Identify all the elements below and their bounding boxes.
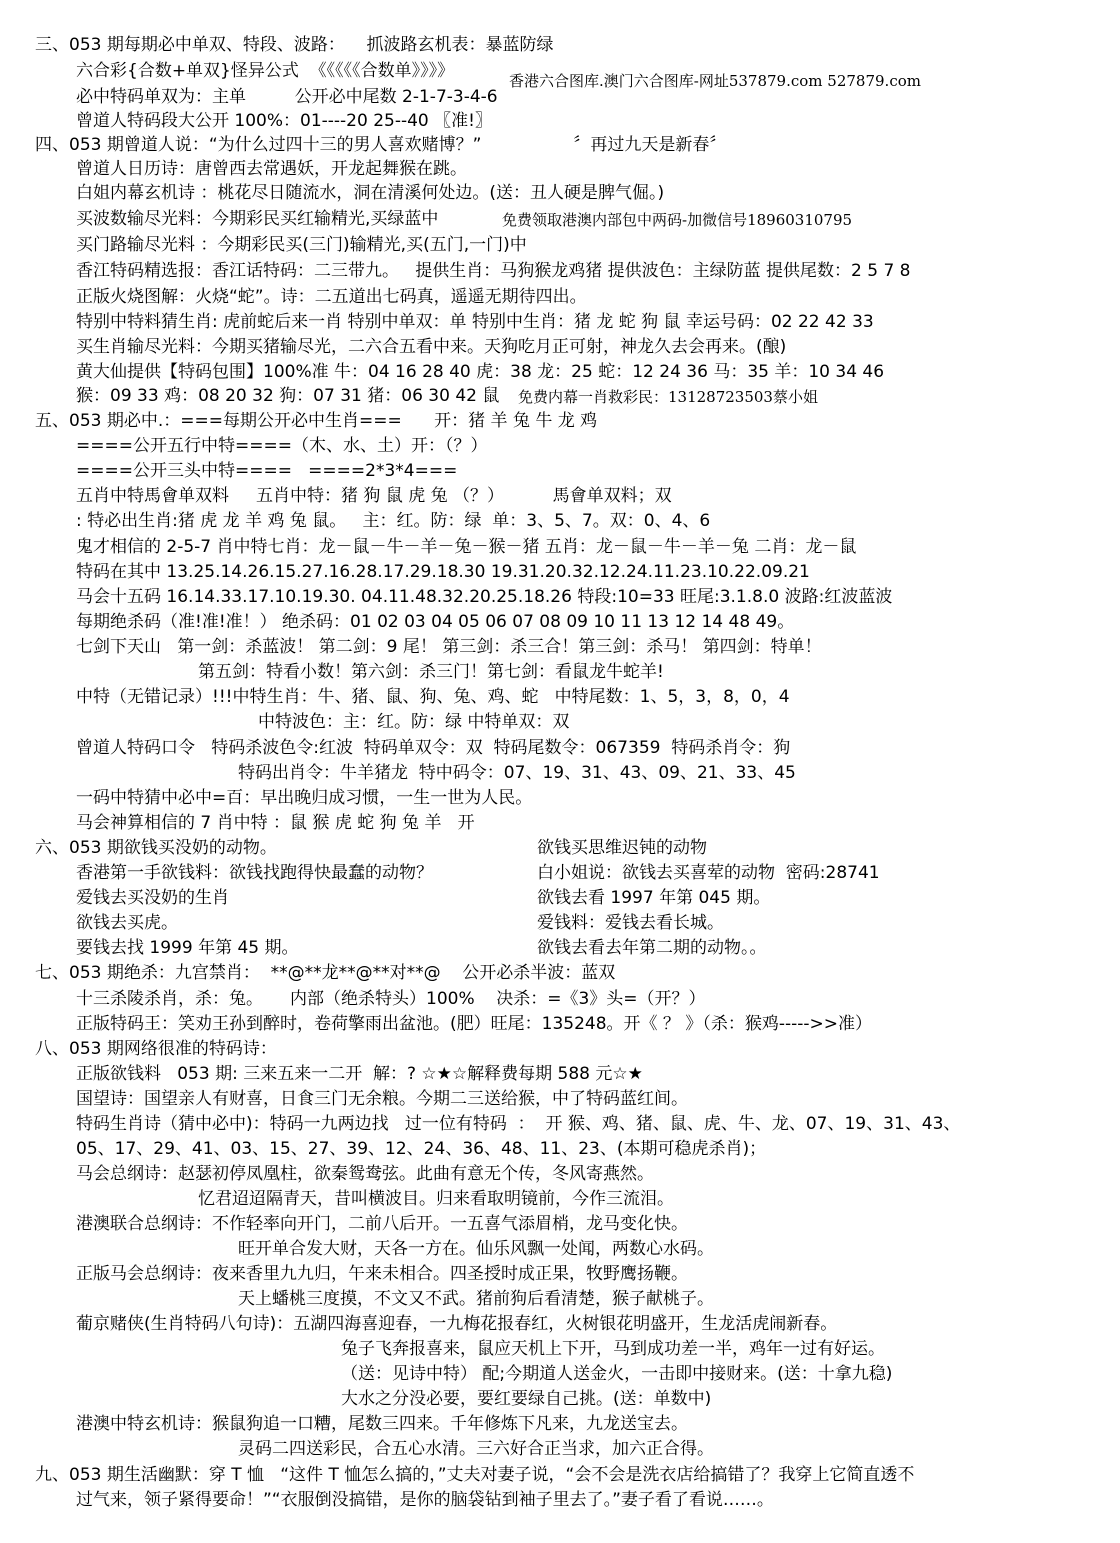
text-line: 特别中特料猜生肖: 虎前蛇后来一肖 特别中单双：单 特别中生肖：猪 龙 蛇 狗 鼠 幸运号码：02 22 42 33	[76, 312, 874, 332]
text-line: 曾道人特码段大公开 100%：01----20 25--40 〖准!〗	[76, 111, 492, 131]
text-line: 买门路输尽光料 ：今期彩民买(三门)输精光,买(五门,一门)中	[76, 235, 527, 255]
text-line: 中特波色：主：红。防：绿 中特单双：双	[258, 712, 570, 732]
text-line: 天上蟠桃三度摸，不文又不武。猪前狗后看清楚，猴子献桃子。	[238, 1289, 714, 1309]
text-line: 三、053 期每期必中单双、特段、波路： 抓波路玄机表：暴蓝防绿	[35, 35, 554, 55]
text-line: 马会十五码 16.14.33.17.10.19.30. 04.11.48.32.20.25.18.26 特段:10=33 旺尾:3.1.8.0 波路:红波蓝波	[76, 587, 893, 607]
text-line: 一码中特猜中必中=百：早出晚归成习惯，一生一世为人民。	[76, 788, 533, 808]
text-line: 国望诗：国望亲人有财喜，日食三门无余粮。今期二三送给猴，中了特码蓝红间。	[76, 1089, 688, 1109]
text-line: ====公开三头中特==== ====2*3*4===	[76, 461, 458, 481]
text-line: 旺开单合发大财，天各一方在。仙乐风飘一处闻，两数心水码。	[238, 1239, 714, 1259]
text-line: 爱钱料：爱钱去看长城。	[537, 913, 724, 933]
text-line: 正版火烧图解：火烧“蛇”。诗：二五道出七码真，遥遥无期待四出。	[76, 287, 587, 307]
text-line: 特码生肖诗（猜中必中)：特码一九两边找 过一位有特码 ： 开 猴、鸡、猪、鼠、虎、牛、龙、07、19、31、43、	[76, 1114, 961, 1134]
text-line: 第五剑：特看小数！第六剑：杀三门！第七剑：看鼠龙牛蛇羊!	[198, 662, 664, 682]
text-line: 爱钱去买没奶的生肖	[76, 888, 229, 908]
watermark-wechat: 免费领取港澳内部包中两码-加微信号18960310795	[502, 211, 853, 229]
watermark-phone: 免费内幕一肖救彩民：13128723503蔡小姐	[518, 388, 818, 406]
text-line: 五肖中特馬會单双料 五肖中特：猪 狗 鼠 虎 兔 （？） 馬會单双料；双	[76, 486, 672, 506]
text-line: 欲钱去买虎。	[76, 913, 178, 933]
text-line: 黄大仙提供【特码包围】100%准 牛：04 16 28 40 虎：38 龙：25 蛇：12 24 36 马：35 羊：10 34 46	[76, 362, 885, 382]
text-line: 必中特码单双为：主单 公开必中尾数 2-1-7-3-4-6	[76, 87, 498, 107]
text-line: （送：见诗中特） 配;今期道人送金火，一击即中接财来。(送：十拿九稳)	[341, 1364, 893, 1384]
text-line: 曾道人特码口令 特码杀波色令:红波 特码单双令：双 特码尾数令：067359 特码杀肖令：狗	[76, 738, 791, 758]
text-line: 香港第一手欲钱料：欲钱找跑得快最蠢的动物？	[76, 863, 433, 883]
text-line: 香江特码精选报：香江话特码：二三带九。 提供生肖：马狗猴龙鸡猪 提供波色：主绿防蓝 提供尾数：2 5 7 8	[76, 261, 911, 281]
text-line: 七剑下天山 第一剑：杀蓝波！ 第二剑：9 尾！ 第三剑：杀三合！第三剑：杀马！ 第四剑：特单！	[76, 637, 822, 657]
text-line: 港澳中特玄机诗：猴鼠狗追一口糟，尾数三四来。千年修炼下凡来，九龙送宝去。	[76, 1414, 688, 1434]
watermark-site: 香港六合图库.澳门六合图库-网址537879.com 527879.com	[509, 72, 921, 90]
text-line: 五、053 期必中.：===每期公开必中生肖=== 开：猪 羊 兔 牛 龙 鸡	[35, 411, 598, 431]
text-line: 过气来，领子紧得要命！”“衣服倒没搞错，是你的脑袋钻到袖子里去了。”妻子看了看说……。	[76, 1490, 774, 1510]
text-line: 葡京赌侠(生肖特码八句诗)：五湖四海喜迎春，一九梅花报春红，火树银花明盛开，生龙活虎闹新春。	[76, 1314, 838, 1334]
text-line: 九、053 期生活幽默：穿 T 恤 “这件 T 恤怎么搞的，”丈夫对妻子说，“会不会是洗衣店给搞错了？我穿上它简直透不	[35, 1465, 915, 1485]
text-line: 马会总纲诗：赵瑟初停凤凰柱，欲秦鸳鸯弦。此曲有意无个传，冬风寄燕然。	[76, 1164, 654, 1184]
text-line: ====公开五行中特====（木、水、土）开：（？）	[76, 436, 488, 456]
text-line: 白小姐说：欲钱去买喜荤的动物 密码:28741	[537, 863, 880, 883]
text-line: 欲钱买思维迟钝的动物	[537, 838, 707, 858]
text-line: 港澳联合总纲诗：不作轻率向开门，二前八后开。一五喜气添眉梢，龙马变化快。	[76, 1214, 688, 1234]
text-line: 忆君迢迢隔青天，昔叫横波目。归来看取明镜前，今作三流泪。	[198, 1189, 674, 1209]
text-line: 要钱去找 1999 年第 45 期。	[76, 938, 299, 958]
text-line: 兔子飞奔报喜来，鼠应天机上下开，马到成功差一半，鸡年一过有好运。	[341, 1339, 885, 1359]
text-line: 正版马会总纲诗：夜来香里九九归，午来未相合。四圣授时成正果，牧野鹰扬鞭。	[76, 1264, 688, 1284]
text-line: 买波数输尽光料：今期彩民买红输精光,买绿蓝中	[76, 209, 439, 229]
text-line: 05、17、29、41、03、15、27、39、12、24、36、48、11、23、(本期可稳虎杀肖)；	[76, 1139, 767, 1159]
text-line: 买生肖输尽光料：今期买猪输尽光，二六合五看中来。天狗吃月正可射，神龙久去会再来。(酿)	[76, 337, 787, 357]
text-line: 大水之分没必要，要红要绿自己挑。(送：单数中)	[341, 1389, 712, 1409]
text-line: 猴：09 33 鸡：08 20 32 狗：07 31 猪：06 30 42 鼠	[76, 386, 500, 406]
text-line: 四、053 期曾道人说：“为什么过四十三的男人喜欢赌博？” 〞再过九天是新春〞	[35, 135, 727, 155]
text-line: 七、053 期绝杀：九宫禁肖： **@**龙**@**对**@ 公开必杀半波：蓝双	[35, 963, 616, 983]
text-line: 曾道人日历诗：唐曾西去常遇妖，开龙起舞猴在跳。	[76, 159, 467, 179]
text-line: 欲钱去看去年第二期的动物。。	[537, 938, 767, 958]
text-line: 马会神算相信的 7 肖中特 ：鼠 猴 虎 蛇 狗 兔 羊 开	[76, 813, 475, 833]
text-line: 正版特码王：笑劝王孙到醉时，卷荷擎雨出盆池。(肥）旺尾：135248。开《 ？ 》（杀：猴鸡----->>准）	[76, 1014, 872, 1034]
text-line: 鬼才相信的 2-5-7 肖中特七肖：龙－鼠－牛－羊－兔－猴－猪 五肖：龙－鼠－牛－羊－兔 二肖：龙－鼠	[76, 537, 857, 557]
text-line: 欲钱去看 1997 年第 045 期。	[537, 888, 771, 908]
text-line: 特码出肖令：牛羊猪龙 特中码令：07、19、31、43、09、21、33、45	[238, 763, 796, 783]
text-line: 正版欲钱料 053 期: 三来五来一二开 解：? ☆★☆解释费每期 588 元☆★	[76, 1064, 643, 1084]
text-line: : 特必出生肖:猪 虎 龙 羊 鸡 兔 鼠。 主：红。防：绿 单：3、5、7。双：0、4、6	[76, 511, 711, 531]
text-line: 八、053 期网络很准的特码诗：	[35, 1039, 277, 1059]
text-line: 中特（无错记录）!!!中特生肖：牛、猪、鼠、狗、兔、鸡、蛇 中特尾数：1、5，3，8，0，4	[76, 687, 790, 707]
text-line: 特码在其中 13.25.14.26.15.27.16.28.17.29.18.30 19.31.20.32.12.24.11.23.10.22.09.21	[76, 562, 810, 582]
text-line: 灵码二四送彩民，合五心水清。三六好合正当求，加六正合得。	[238, 1439, 714, 1459]
text-line: 十三杀陵杀肖，杀：兔。 内部（绝杀特头）100% 决杀：=《3》头=（开？）	[76, 989, 706, 1009]
text-line: 六合彩{合数+单双}怪异公式 《《《《《合数单》》》》	[76, 61, 455, 81]
text-line: 每期绝杀码（准!准!准！） 绝杀码：01 02 03 04 05 06 07 08 09 10 11 13 12 14 48 49。	[76, 612, 795, 632]
text-line: 白姐内幕玄机诗 ：桃花尽日随流水，洞在清溪何处边。(送：丑人硬是脾气倔。)	[76, 183, 665, 203]
text-line: 六、053 期欲钱买没奶的动物。	[35, 838, 277, 858]
